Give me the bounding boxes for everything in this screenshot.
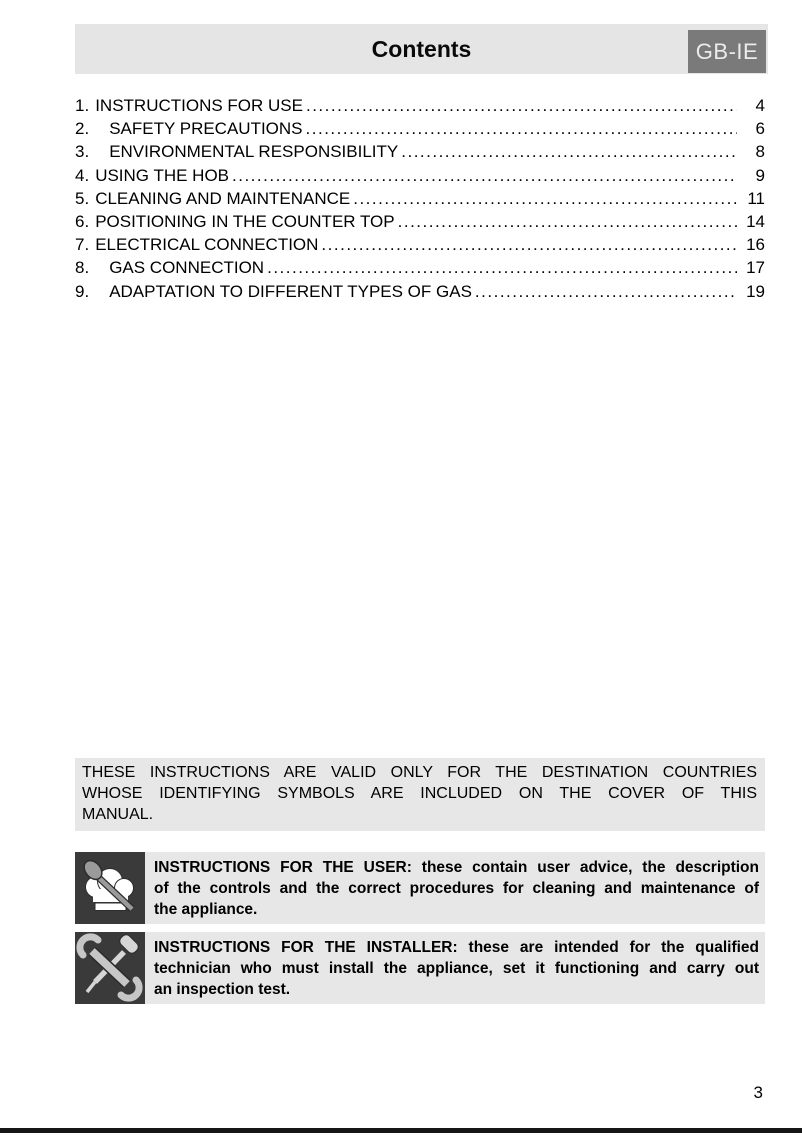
user-instructions-text [145, 852, 765, 924]
toc-entry-page: 8 [755, 142, 765, 162]
toc-entry [75, 142, 765, 165]
toc-entry-title: CLEANING AND MAINTENANCE [95, 188, 351, 208]
table-of-contents [75, 96, 765, 305]
toc-entry-number: 2. [75, 119, 90, 139]
toc-entry [75, 282, 765, 305]
toc-entry-title: ENVIRONMENTAL RESPONSIBILITY [109, 142, 399, 162]
info-line: the appliance. [154, 900, 258, 918]
user-instructions-block [75, 852, 765, 924]
toc-entry [75, 189, 765, 212]
toc-entry-page: 4 [755, 96, 765, 115]
dot-leader [232, 166, 737, 186]
dot-leader [321, 235, 737, 255]
toc-entry-title: INSTRUCTIONS FOR USE [95, 96, 303, 115]
dot-leader [267, 258, 737, 278]
wrench-screwdriver-icon [75, 932, 145, 1004]
toc-entry-number: 3. [75, 142, 90, 162]
validity-notice [75, 758, 765, 831]
toc-entry-title: USING THE HOB [95, 165, 230, 185]
page-number: 3 [753, 1083, 763, 1102]
toc-entry-number: 4. [75, 165, 90, 185]
toc-entry [75, 119, 765, 142]
installer-instructions-text [145, 932, 765, 1004]
toc-entry [75, 212, 765, 235]
toc-entry-page: 14 [746, 211, 765, 231]
dot-leader [475, 282, 737, 302]
dot-leader [353, 189, 737, 209]
toc-entry-number: 6. [75, 211, 90, 231]
info-line: INSTRUCTIONS FOR THE INSTALLER: these are intended for the qualified [154, 938, 759, 956]
info-line: an inspection test. [154, 980, 291, 998]
toc-entry-title: SAFETY PRECAUTIONS [109, 119, 303, 139]
info-line: INSTRUCTIONS FOR THE USER: these contain user advice, the description [154, 858, 759, 876]
notice-line: THESE INSTRUCTIONS ARE VALID ONLY FOR THE DESTINATION COUNTRIES [82, 764, 757, 781]
toc-entry [75, 96, 765, 119]
header-band [75, 24, 768, 74]
footer-rule [0, 1128, 802, 1133]
toc-entry-title: ADAPTATION TO DIFFERENT TYPES OF GAS [109, 281, 472, 301]
installer-instructions-block [75, 932, 765, 1004]
region-badge: GB-IE [688, 30, 766, 73]
toc-entry-title: POSITIONING IN THE COUNTER TOP [95, 211, 395, 231]
toc-entry-number: 7. [75, 235, 90, 255]
toc-entry-page: 19 [746, 281, 765, 301]
toc-entry-page: 17 [746, 258, 765, 278]
notice-line: MANUAL. [82, 806, 154, 823]
toc-entry-page: 9 [755, 165, 765, 185]
toc-entry-page: 6 [755, 119, 765, 139]
toc-entry-number: 9. [75, 281, 90, 301]
toc-entry-page: 11 [747, 188, 765, 208]
toc-entry-number: 5. [75, 188, 90, 208]
chef-hat-spoon-icon [75, 852, 145, 924]
toc-entry-title: ELECTRICAL CONNECTION [95, 235, 319, 255]
info-line: of the controls and the correct procedures for cleaning and maintenance of [154, 879, 759, 897]
toc-entry-number: 8. [75, 258, 90, 278]
toc-entry-page: 16 [746, 235, 765, 255]
notice-line: WHOSE IDENTIFYING SYMBOLS ARE INCLUDED ON THE COVER OF THIS [82, 785, 757, 802]
toc-entry [75, 166, 765, 189]
toc-entry-number: 1. [75, 96, 90, 115]
dot-leader [401, 142, 737, 162]
toc-entry [75, 235, 765, 258]
info-line: technician who must install the appliance, set it functioning and carry out [154, 959, 759, 977]
page-title: Contents [371, 36, 472, 62]
toc-entry-title: GAS CONNECTION [109, 258, 265, 278]
dot-leader [306, 119, 737, 139]
dot-leader [398, 212, 737, 232]
dot-leader [306, 96, 737, 116]
toc-entry [75, 258, 765, 281]
